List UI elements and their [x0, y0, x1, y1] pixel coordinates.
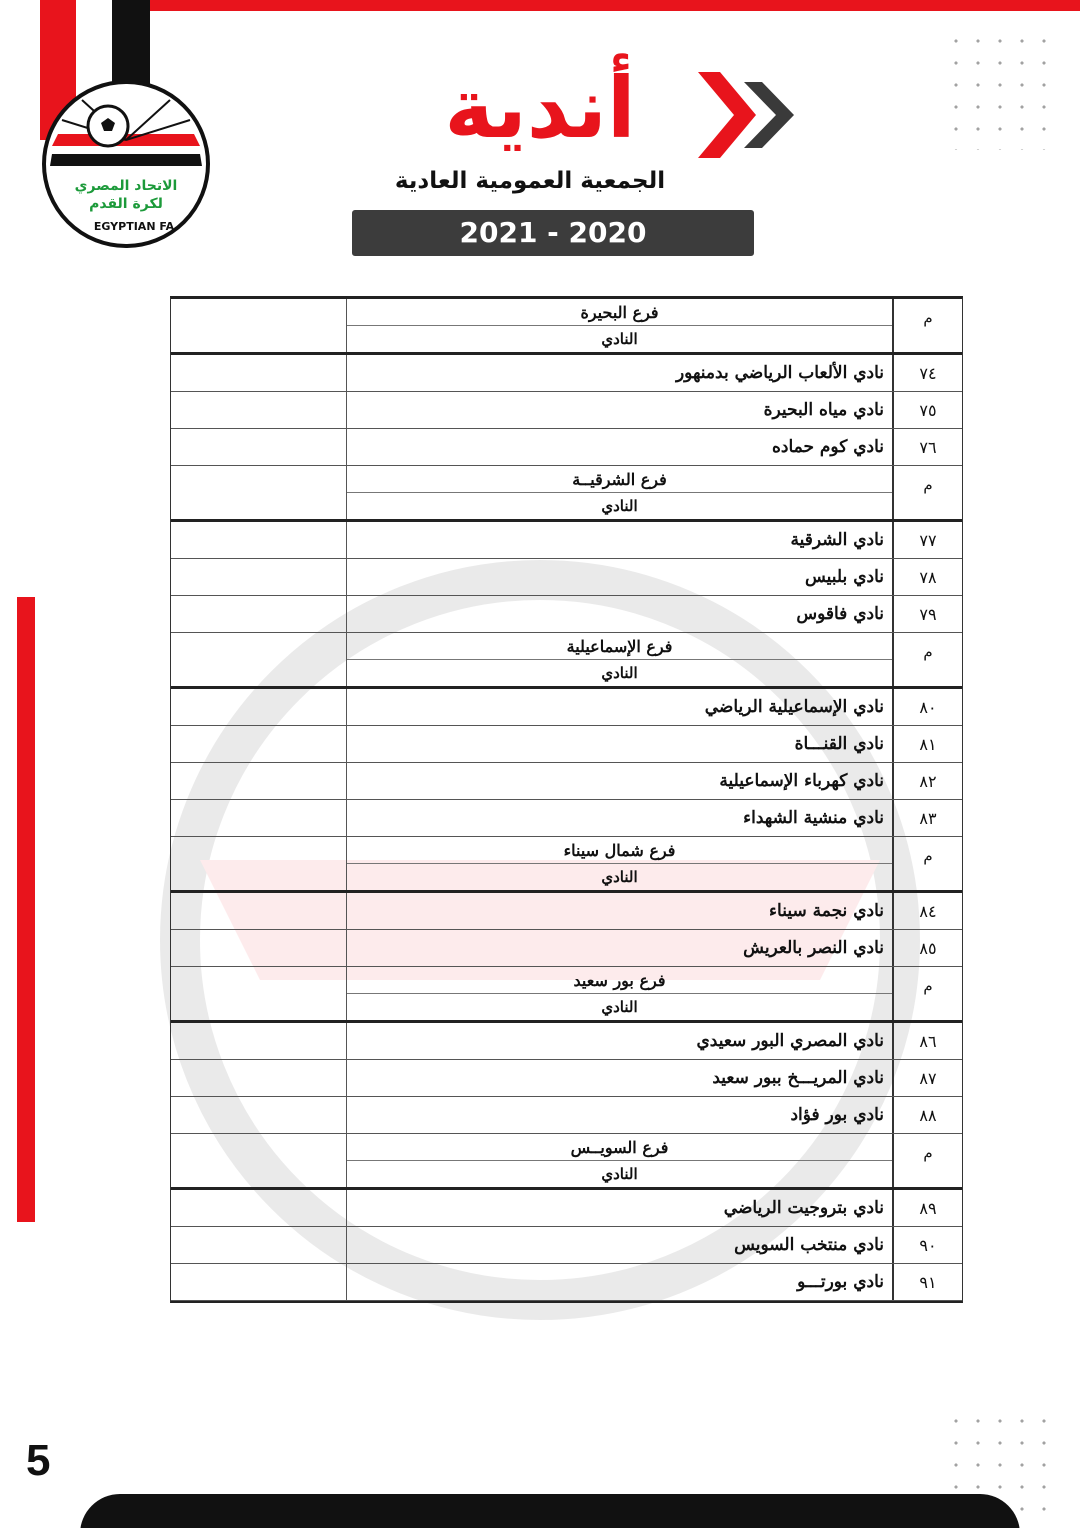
branch-cell: [346, 633, 892, 686]
club-name: نادي منتخب السويس: [346, 1227, 892, 1263]
empty-cell: [171, 763, 346, 799]
club-number: ٨٥: [892, 930, 962, 966]
branch-title: فرع السويــس: [347, 1134, 892, 1161]
table-row: [171, 689, 962, 726]
club-column-label: النادي: [601, 664, 638, 682]
table-row: [171, 893, 962, 930]
branch-title: فرع شمال سيناء: [347, 837, 892, 864]
empty-cell: [171, 392, 346, 428]
table-row: [171, 1097, 962, 1134]
year-badge: 2021 - 2020: [352, 210, 754, 256]
table-row: [171, 726, 962, 763]
club-column-label: النادي: [601, 330, 638, 348]
table-row: [171, 522, 962, 559]
empty-cell: [171, 559, 346, 595]
club-column-label: النادي: [601, 497, 638, 515]
num-header: م: [892, 1134, 962, 1187]
club-number: ٧٩: [892, 596, 962, 632]
egyptian-fa-logo: [42, 80, 210, 248]
table-row: [171, 763, 962, 800]
empty-cell: [171, 689, 346, 725]
empty-cell: [171, 930, 346, 966]
club-name: نادي كوم حماده: [346, 429, 892, 465]
table-row: [171, 596, 962, 633]
table-row: [171, 1227, 962, 1264]
num-header: م: [892, 837, 962, 890]
club-number: ٨٩: [892, 1190, 962, 1226]
num-header: م: [892, 466, 962, 519]
club-number: ٨٠: [892, 689, 962, 725]
club-name: نادي النصر بالعريش: [346, 930, 892, 966]
svg-text:لكرة القدم: لكرة القدم: [89, 196, 163, 212]
club-column-label: النادي: [601, 1165, 638, 1183]
branch-cell: [346, 967, 892, 1020]
club-number: ٨٢: [892, 763, 962, 799]
club-name: نادي المصري البور سعيدي: [346, 1023, 892, 1059]
table-row: [171, 930, 962, 967]
page-subtitle: الجمعية العمومية العادية: [394, 168, 666, 194]
bottom-bar: [80, 1494, 1020, 1528]
club-name: نادي بلبيس: [346, 559, 892, 595]
club-name: نادي الإسماعيلية الرياضي: [346, 689, 892, 725]
empty-cell: [171, 1264, 346, 1300]
branch-header-row: [171, 299, 962, 355]
page-number: 5: [26, 1436, 51, 1485]
club-number: ٧٥: [892, 392, 962, 428]
club-name: نادي بورتـــو: [346, 1264, 892, 1300]
branch-title: فرع البحيرة: [347, 299, 892, 326]
empty-cell: [171, 429, 346, 465]
table-row: [171, 1264, 962, 1301]
table-row: [171, 559, 962, 596]
club-name: نادي بتروجيت الرياضي: [346, 1190, 892, 1226]
club-number: ٧٦: [892, 429, 962, 465]
page-title: أندية: [444, 59, 636, 157]
branch-header-row: [171, 837, 962, 893]
club-name: نادي المريـــخ ببور سعيد: [346, 1060, 892, 1096]
table-row: [171, 1023, 962, 1060]
table-row: [171, 392, 962, 429]
club-name: نادي مياه البحيرة: [346, 392, 892, 428]
club-number: ٩٠: [892, 1227, 962, 1263]
table-row: [171, 429, 962, 466]
empty-cell: [171, 893, 346, 929]
empty-cell: [171, 800, 346, 836]
empty-cell: [171, 1060, 346, 1096]
svg-text:الاتحاد المصري: الاتحاد المصري: [74, 178, 178, 194]
club-name: نادي منشية الشهداء: [346, 800, 892, 836]
club-name: نادي الألعاب الرياضي بدمنهور: [346, 355, 892, 391]
branch-cell: [346, 466, 892, 519]
empty-cell: [171, 726, 346, 762]
branch-cell: [346, 1134, 892, 1187]
side-red-bar: [17, 597, 35, 1222]
table-row: [171, 1060, 962, 1097]
branch-header-row: [171, 1134, 962, 1190]
table-row: [171, 355, 962, 392]
empty-cell: [171, 1227, 346, 1263]
top-red-bar: [150, 0, 1080, 11]
branch-header-row: [171, 967, 962, 1023]
empty-cell: [171, 299, 346, 352]
decorative-dots-top: [945, 30, 1055, 150]
table-row: [171, 800, 962, 837]
club-column-label: النادي: [601, 998, 638, 1016]
num-header: م: [892, 633, 962, 686]
club-number: ٧٧: [892, 522, 962, 558]
empty-cell: [171, 522, 346, 558]
empty-cell: [171, 967, 346, 1020]
club-number: ٨٨: [892, 1097, 962, 1133]
branch-header-row: [171, 633, 962, 689]
empty-cell: [171, 1190, 346, 1226]
empty-cell: [171, 1134, 346, 1187]
club-number: ٨١: [892, 726, 962, 762]
svg-text:EGYPTIAN FA: EGYPTIAN FA: [93, 220, 175, 233]
club-number: ٨٦: [892, 1023, 962, 1059]
club-name: نادي كهرباء الإسماعيلية: [346, 763, 892, 799]
table-row: [171, 1190, 962, 1227]
empty-cell: [171, 1097, 346, 1133]
branch-title: فرع الإسماعيلية: [347, 633, 892, 660]
club-number: ٨٣: [892, 800, 962, 836]
empty-cell: [171, 466, 346, 519]
club-number: ٧٨: [892, 559, 962, 595]
empty-cell: [171, 837, 346, 890]
empty-cell: [171, 596, 346, 632]
clubs-table: [170, 296, 963, 1303]
branch-cell: [346, 299, 892, 352]
club-name: نادي بور فؤاد: [346, 1097, 892, 1133]
branch-header-row: [171, 466, 962, 522]
club-number: ٨٤: [892, 893, 962, 929]
branch-cell: [346, 837, 892, 890]
club-column-label: النادي: [601, 868, 638, 886]
club-number: ٧٤: [892, 355, 962, 391]
club-name: نادي فاقوس: [346, 596, 892, 632]
club-number: ٨٧: [892, 1060, 962, 1096]
double-chevron-icon: [698, 72, 804, 158]
num-header: م: [892, 967, 962, 1020]
branch-title: فرع الشرقيــة: [347, 466, 892, 493]
empty-cell: [171, 1023, 346, 1059]
club-number: ٩١: [892, 1264, 962, 1300]
branch-title: فرع بور سعيد: [347, 967, 892, 994]
empty-cell: [171, 633, 346, 686]
empty-cell: [171, 355, 346, 391]
club-name: نادي نجمة سيناء: [346, 893, 892, 929]
club-name: نادي القنـــاة: [346, 726, 892, 762]
club-name: نادي الشرقية: [346, 522, 892, 558]
num-header: م: [892, 299, 962, 352]
